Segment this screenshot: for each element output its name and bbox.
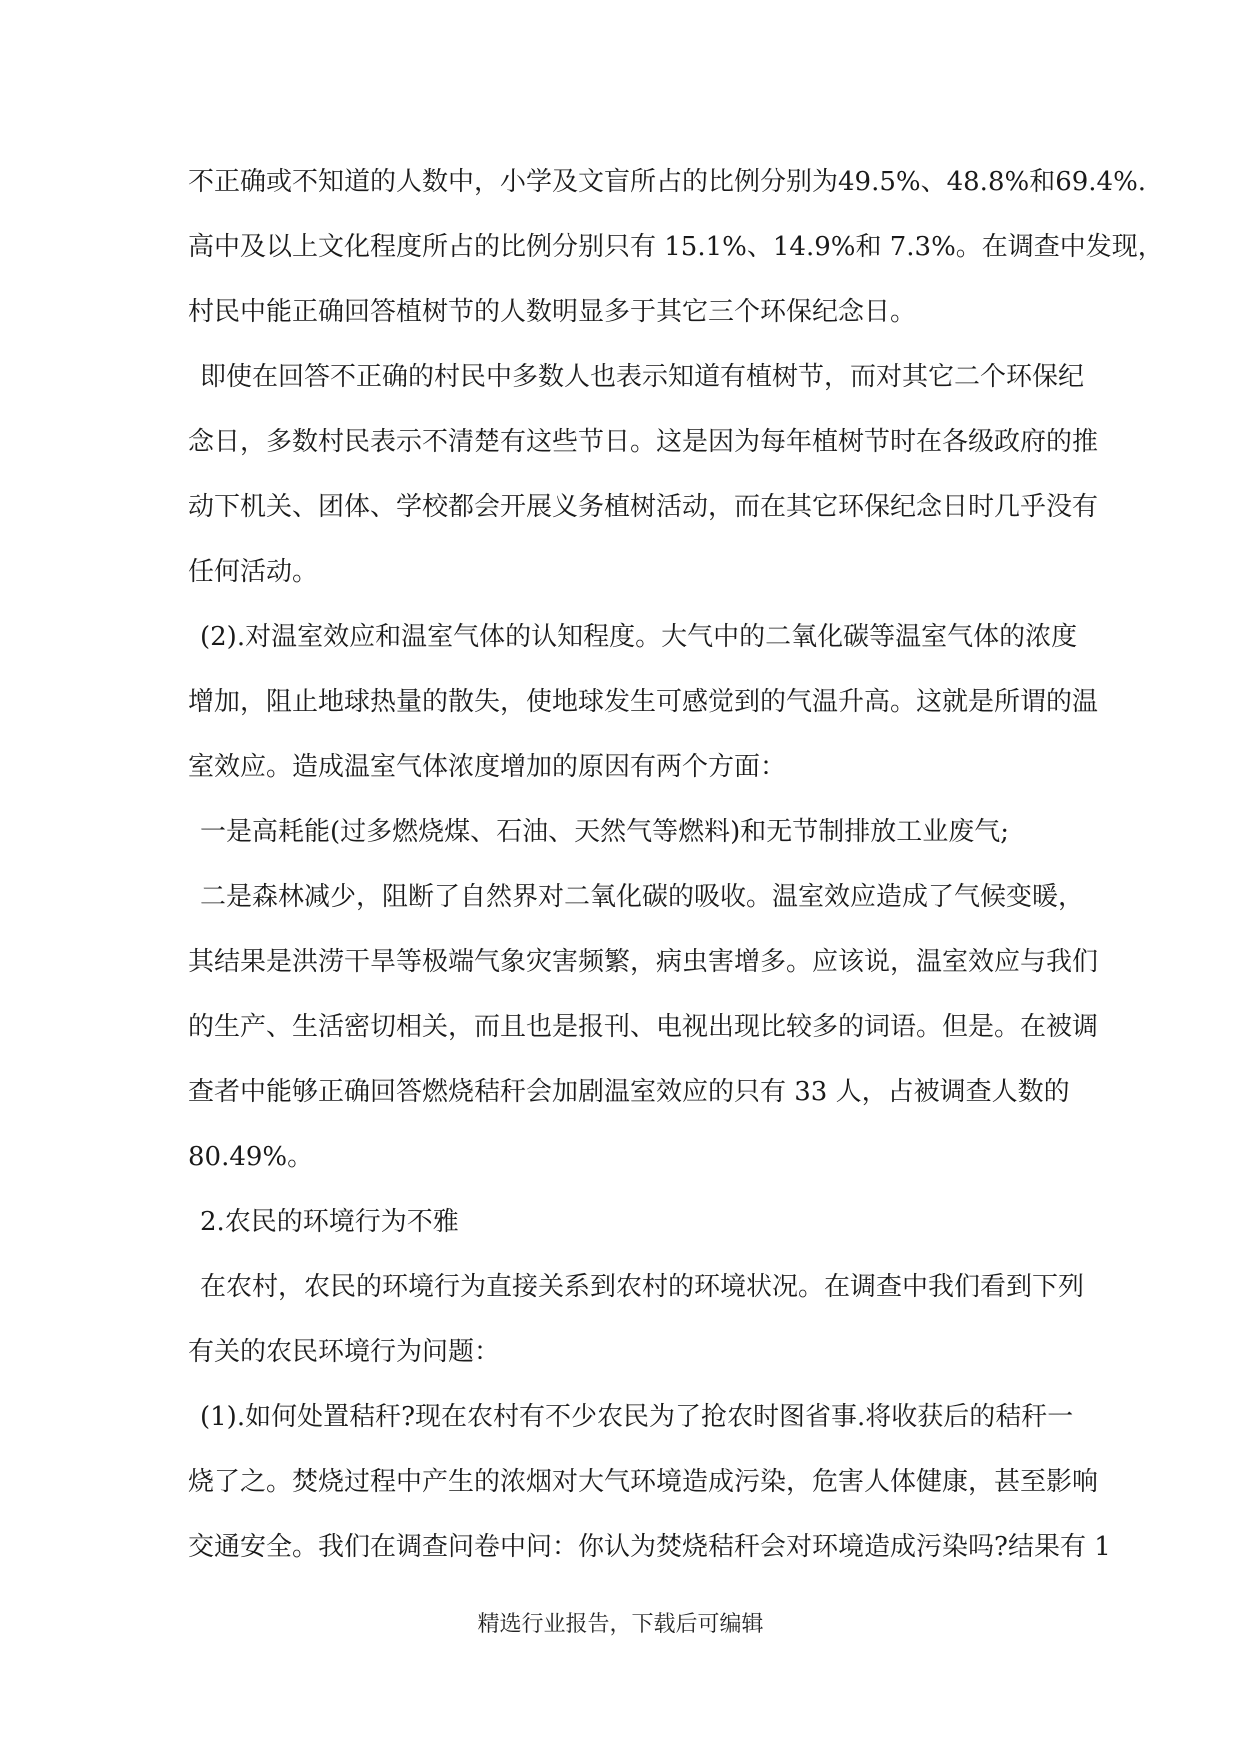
text-line-6: 动下机关、团体、学校都会开展义务植树活动，而在其它环保纪念日时几乎没有 <box>188 492 1099 522</box>
text-line-8: (2).对温室效应和温室气体的认知程度。大气中的二氧化碳等温室气体的浓度 <box>200 622 1078 652</box>
text-line-15: 查者中能够正确回答燃烧秸秆会加剧温室效应的只有 33 人，占被调查人数的 <box>188 1077 1070 1107</box>
text-line-3: 村民中能正确回答植树节的人数明显多于其它三个环保纪念日。 <box>188 297 917 327</box>
text-line-16: 80.49%。 <box>188 1142 314 1172</box>
text-line-22: 交通安全。我们在调查问卷中问：你认为焚烧秸秆会对环境造成污染吗?结果有 1 <box>188 1532 1111 1562</box>
text-line-4: 即使在回答不正确的村民中多数人也表示知道有植树节，而对其它二个环保纪 <box>200 362 1085 392</box>
text-line-1: 不正确或不知道的人数中，小学及文盲所占的比例分别为49.5%、48.8%和69.4%. <box>188 167 1147 197</box>
text-line-10: 室效应。造成温室气体浓度增加的原因有两个方面： <box>188 752 787 782</box>
text-line-5: 念日，多数村民表示不清楚有这些节日。这是因为每年植树节时在各级政府的推 <box>188 427 1099 457</box>
text-line-19: 有关的农民环境行为问题： <box>188 1337 501 1367</box>
text-line-14: 的生产、生活密切相关，而且也是报刊、电视出现比较多的词语。但是。在被调 <box>188 1012 1099 1042</box>
document-body <box>188 160 1164 1590</box>
text-line-11: 一是高耗能(过多燃烧煤、石油、天然气等燃料)和无节制排放工业废气; <box>200 817 1010 847</box>
text-line-12: 二是森林减少，阻断了自然界对二氧化碳的吸收。温室效应造成了气候变暖， <box>200 882 1085 912</box>
text-line-2: 高中及以上文化程度所占的比例分别只有 15.1%、14.9%和 7.3%。在调查中发现， <box>188 232 1164 262</box>
text-line-13: 其结果是洪涝干旱等极端气象灾害频繁，病虫害增多。应该说，温室效应与我们 <box>188 947 1099 977</box>
page-footer: 精选行业报告，下载后可编辑 <box>477 1612 764 1637</box>
text-line-21: 烧了之。焚烧过程中产生的浓烟对大气环境造成污染，危害人体健康，甚至影响 <box>188 1467 1099 1497</box>
section-heading: 2.农民的环境行为不雅 <box>200 1207 459 1237</box>
text-line-9: 增加，阻止地球热量的散失，使地球发生可感觉到的气温升高。这就是所谓的温 <box>188 687 1099 717</box>
text-line-20: (1).如何处置秸秆?现在农村有不少农民为了抢农时图省事.将收获后的秸秆一 <box>200 1402 1074 1432</box>
text-line-7: 任何活动。 <box>188 557 319 587</box>
text-line-18: 在农村，农民的环境行为直接关系到农村的环境状况。在调查中我们看到下列 <box>200 1272 1085 1302</box>
